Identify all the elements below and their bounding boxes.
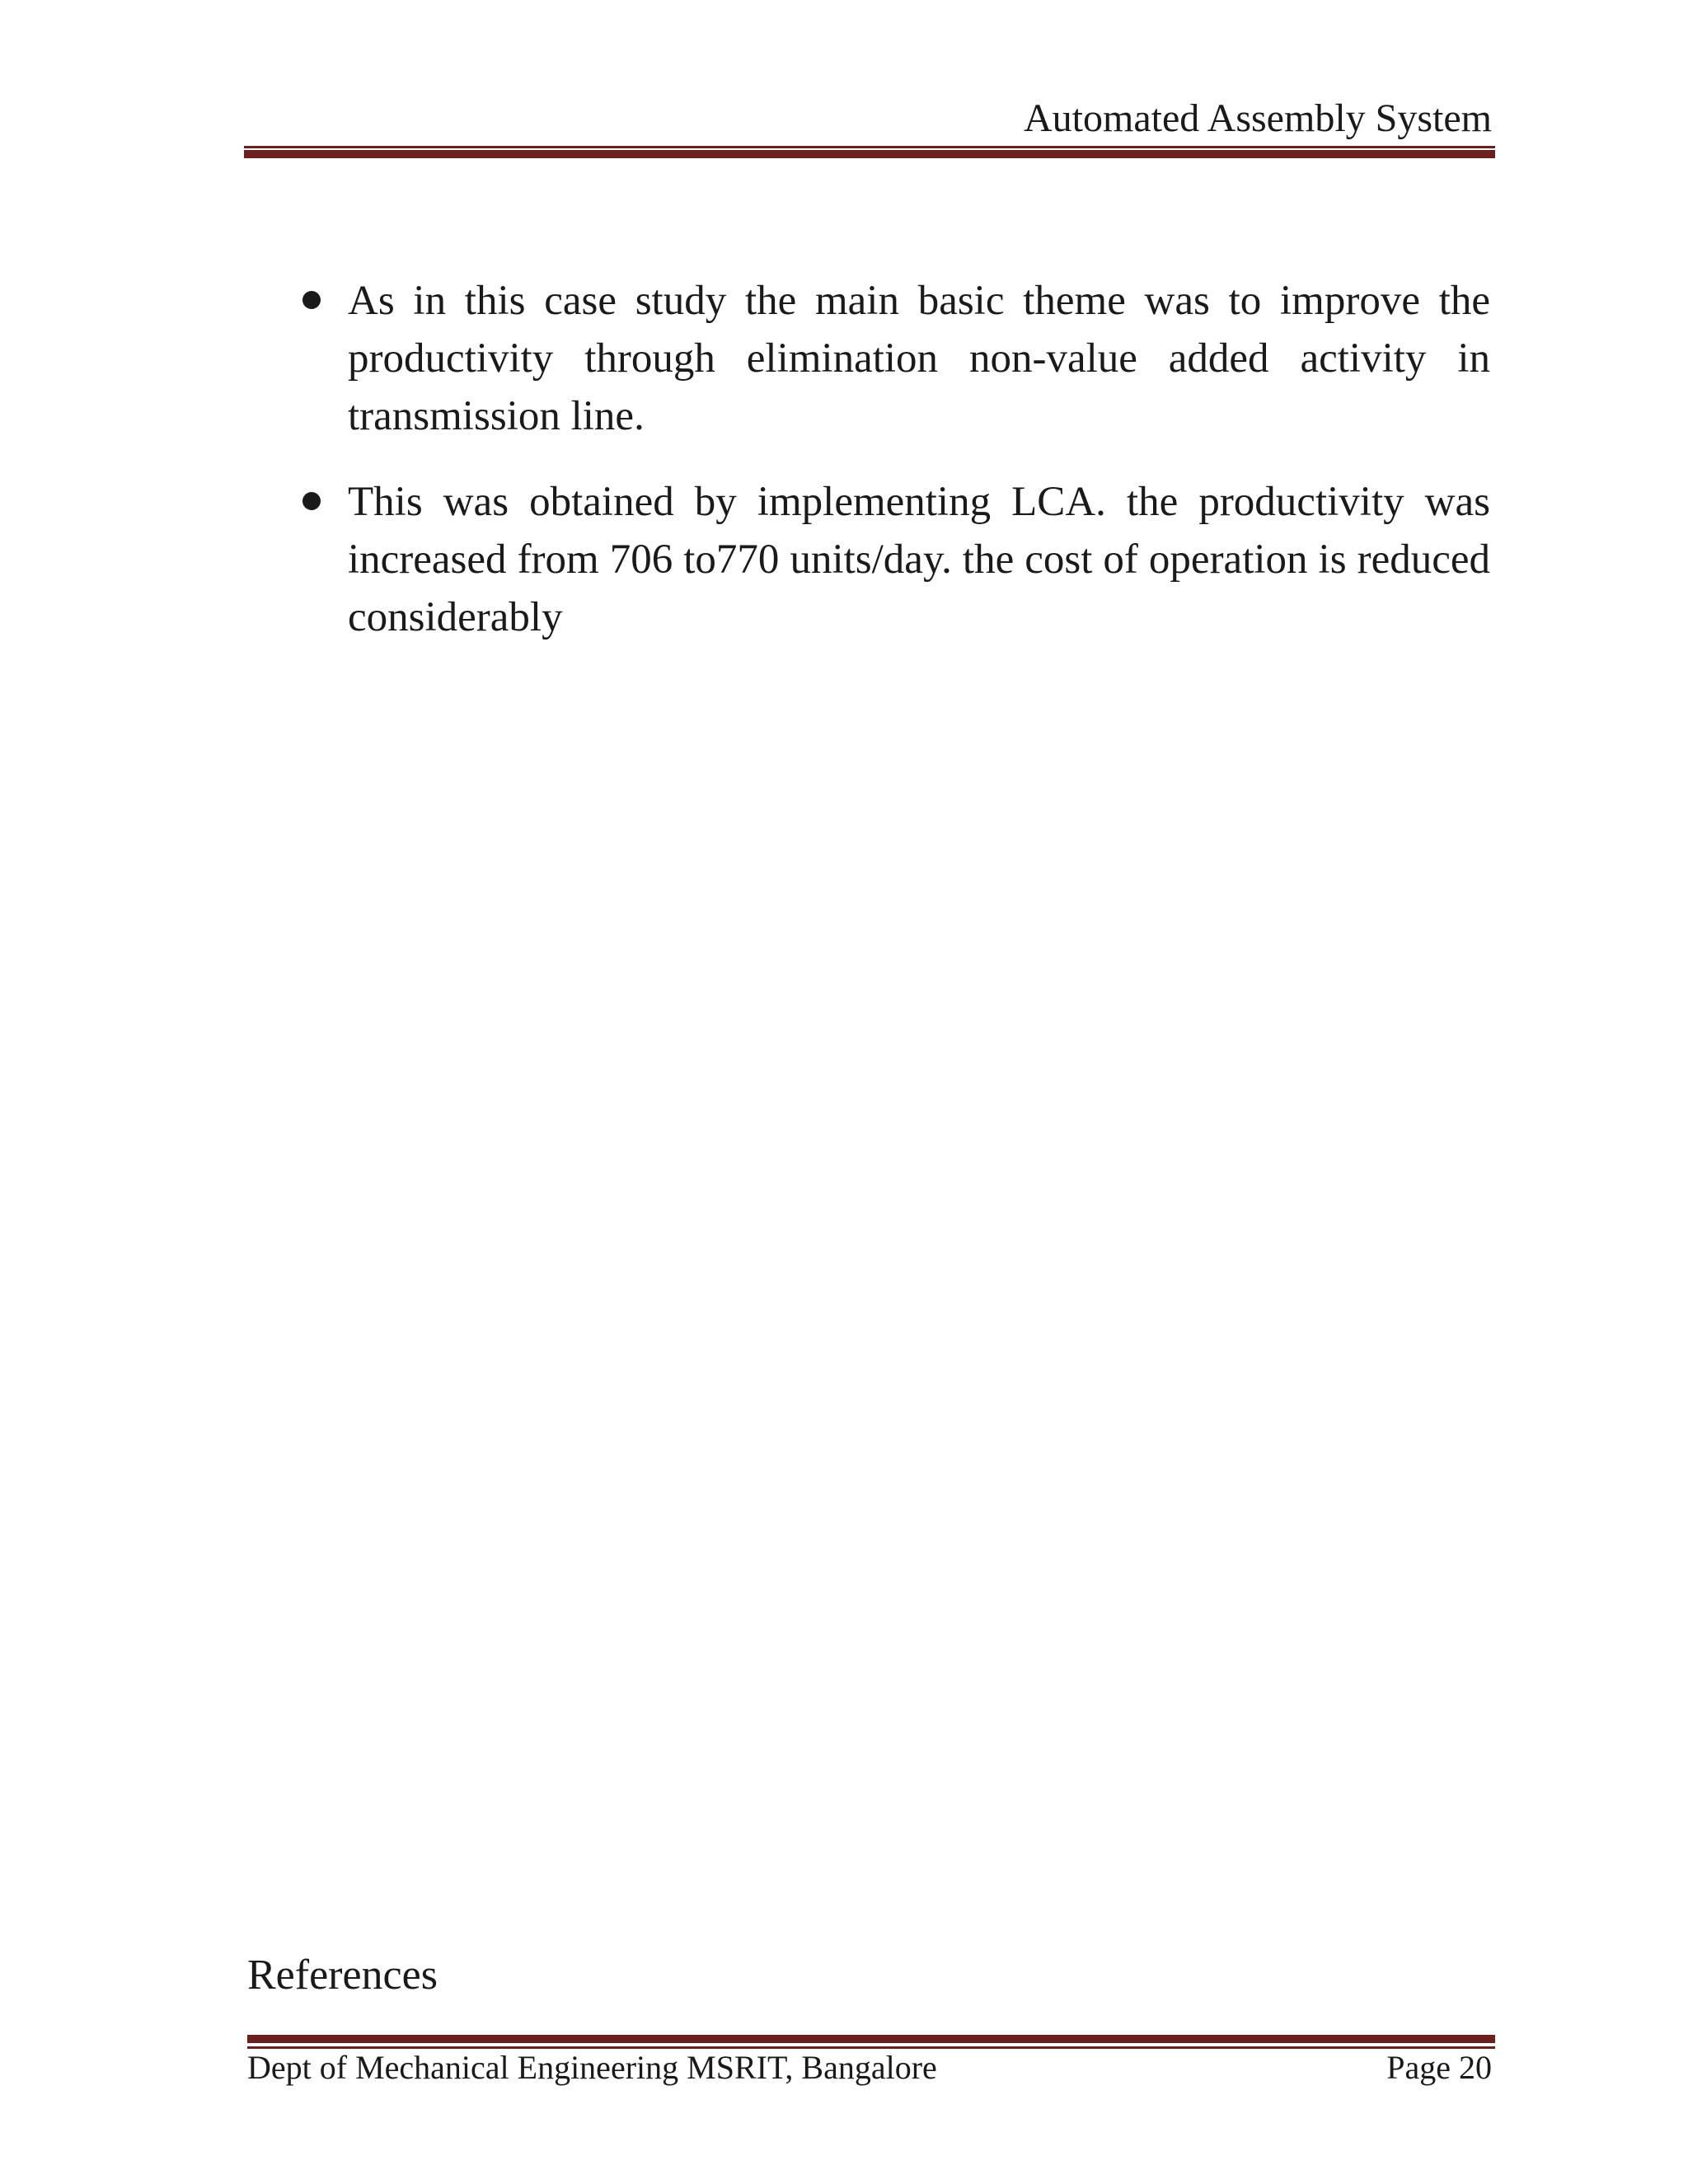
footer-page-number: Page 20 xyxy=(1386,2049,1492,2086)
bullet-dot-icon xyxy=(302,492,321,510)
footer-department: Dept of Mechanical Engineering MSRIT, Bangalore xyxy=(247,2049,937,2086)
bullet-list xyxy=(297,272,1490,674)
running-header-title: Automated Assembly System xyxy=(1024,96,1492,140)
header-rule-thin xyxy=(244,146,1495,148)
bullet-text: This was obtained by implementing LCA. the productivity was increased from 706 to770 units/day. the cost of operation is reduced considerably xyxy=(348,479,1490,640)
bullet-item xyxy=(297,473,1490,646)
header-rule-thick xyxy=(244,150,1495,158)
references-heading: References xyxy=(247,1952,438,1999)
bullet-text: As in this case study the main basic theme was to improve the productivity through elimination non-value added activity in transmission line. xyxy=(348,278,1490,439)
bullet-item xyxy=(297,272,1490,445)
footer-rule-thick xyxy=(247,2035,1495,2043)
bullet-dot-icon xyxy=(302,291,321,309)
